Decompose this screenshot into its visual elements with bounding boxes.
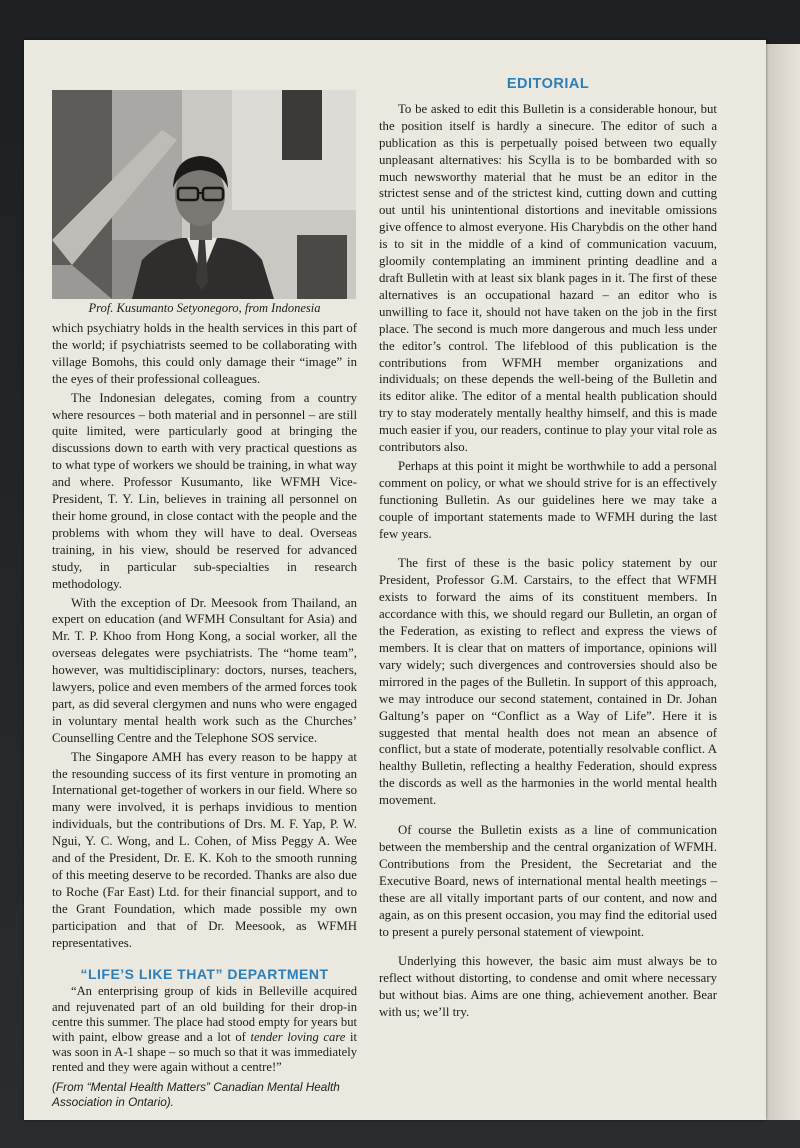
editorial-paragraph-5: Underlying this however, the basic aim must always be to reflect without distorting, to condense and omit where necessary but without bias. Aims are one thing, achievement another. Bear with us; we’ll try. xyxy=(379,954,717,1020)
quote-part-1: “An enterprising group of kids in Belleville acquired and rejuvenated part of an old building for their drop-in centre this summer. The place had stood empty for years but with paint, elbow grease and a lot of xyxy=(52,984,357,1045)
left-column xyxy=(52,90,357,1111)
lifes-like-that-quote xyxy=(52,984,357,1075)
quote-part-2: it was soon in A-1 shape – so much so that it was immediately rented and they were again without a centre!” xyxy=(52,1030,357,1075)
photo-caption: Prof. Kusumanto Setyonegoro, from Indonesia xyxy=(88,301,321,315)
paragraph-indonesian-delegates: The Indonesian delegates, coming from a country where resources – both material and in personnel – are still quite limited, were particularly good at bringing the discussions down to earth with very practical questions as to what type of workers we should be training, in what way and where. Professor Kusumanto, like WFMH Vice-President, T. Y. Lin, believes in training all personnel on their home ground, in close contact with the people and the problems with whom they will have to deal. Overseas training, in his view, should be reserved for advanced study, in particular sub-specialties in research methodology. xyxy=(52,390,357,591)
quote-italic: tender loving care xyxy=(250,1030,346,1045)
paragraph-continuation: which psychiatry holds in the health services in this part of the world; if psychiatrists seemed to be collaborating with village Bomohs, this could only damage their “image” in the eyes of their professional colleagues. xyxy=(52,321,357,386)
lifes-like-that-title: “LIFE’S LIKE THAT” DEPARTMENT xyxy=(80,965,329,982)
editorial-paragraph-4: Of course the Bulletin exists as a line of communication between the membership and the central organization of WFMH. Contributions from the President, the Secretariat and the Executive Board, news of international mental health meetings – these are all vitally important parts of our content, and now and again, as on this present occasion, you may find the editorial used to present a purely personal statement of viewpoint. xyxy=(379,823,717,939)
editorial-title: EDITORIAL xyxy=(506,76,590,92)
editorial-paragraph-2: Perhaps at this point it might be worthwhile to add a personal comment on policy, or what we should strive for is an effectively functioning Bulletin. As our guidelines here we may take a couple of important statements made to WFMH during the last few years. xyxy=(379,458,717,541)
editorial-paragraph-1: To be asked to edit this Bulletin is a considerable honour, but the position itself is hardly a sinecure. The editor of such a publication as this is perpetually poised between two equally unpleasant alternatives: his Scylla is to be bombarded with so much newsworthy material that he must be an editor in the strictest sense and of the strictest kind, cutting down and cutting out until his unintentional distortions and inevitable omissions give offence to almost everyone. His Charybdis on the other hand is to sit in the middle of a kind of communication vacuum, gloomily contemplating an imminent printing deadline and a draft Bulletin with at least six blank pages in it. The first of these alternatives is an occupational hazard – an editor who is unwilling to face it, should not have taken on the job in the first place. The second is much more dangerous and much less under the editor’s control. The lifeblood of this publication is the contributions from WFMH member organizations and individuals; on these depends the well-being of the Bulletin and its editor alike. The editor of a mental health publication should try to stay moderately mentally healthy himself, and this is made much easier if you, our readers, continue to play your vital role as contributors also. xyxy=(379,101,717,455)
paragraph-overseas-delegates: With the exception of Dr. Meesook from Thailand, an expert on education (and WFMH Consultant for Asia) and Mr. T. P. Khoo from Hong Kong, a social worker, all the overseas delegates were psychiatrists. The “home team”, however, was multidisciplinary: doctors, nurses, teachers, lawyers, police and even members of the armed forces took part, as did several clergymen and nuns who were engaged in voluntary mental health work such as the Churches’ Counselling Centre and the Telephone SOS service. xyxy=(52,595,357,745)
next-page-edge xyxy=(766,44,800,1120)
paragraph-singapore-amh: The Singapore AMH has every reason to be happy at the resounding success of its first venture in promoting an International get-together of workers in our field. Where so many were involved, it is perhaps invidious to mention individuals, but the contributions of Drs. M. F. Yap, P. W. Ngui, Y. C. Wong, and L. Cohen, of Miss Peggy A. Wee and of the President, Dr. E. K. Koh to the smooth running of this meeting deserve to be recorded. Thanks are also due to Roche (Far East) Ltd. for their financial support, and to the Grant Foundation, which made possible my own participation and that of Dr. Meesook, as WFMH representatives. xyxy=(52,749,357,950)
lifes-like-that-source: (From “Mental Health Matters” Canadian Mental Health Association in Ontario). xyxy=(52,1079,340,1110)
portrait-photo xyxy=(52,90,356,299)
lifes-like-that-text xyxy=(52,984,357,1075)
portrait-photo-graphic xyxy=(52,90,356,299)
editorial-paragraph-3: The first of these is the basic policy statement by our President, Professor G.M. Carstairs, to the effect that WFMH exists to forward the aims of its constituent members. In accordance with this, we should regard our Bulletin, an organ of the Federation, as existing to reflect and express the views of members. It is clear that on matters of importance, opinions will vary widely; such divergences and controversies should also be mirrored in the pages of the Bulletin. In support of this approach, we may introduce our second statement, contained in Dr. Johan Galtung’s paper on “Conflict as a Way of Life”. Here it is suggested that mental health does not mean an absence of conflict, but a state of moderate, potentially resolvable conflict. A healthy Bulletin, reflecting a healthy Federation, should express the discords as well as the harmonies in the world mental health movement. xyxy=(379,556,717,808)
right-column xyxy=(379,76,717,1021)
